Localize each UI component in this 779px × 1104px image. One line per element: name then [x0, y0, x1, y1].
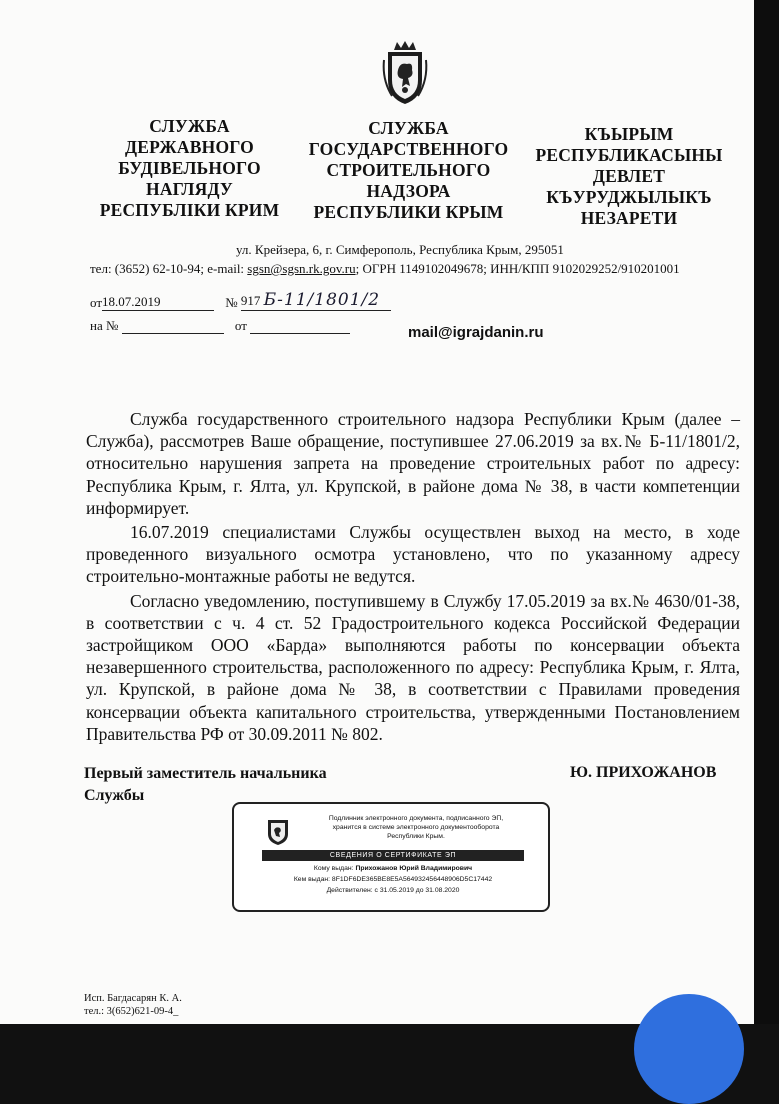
signatory-name: Ю. ПРИХОЖАНОВ [570, 764, 717, 781]
stamp-notice: Подлинник электронного документа, подписанного ЭП, хранится в системе электронного документооборота Республики Крым. [328, 815, 504, 840]
floating-action-button[interactable] [634, 994, 744, 1104]
letter-body [86, 408, 740, 747]
stamp-issuer: Кем выдан: 8F1DF6DE365BE8E5A564932456448906D5C17442 [293, 876, 493, 883]
stamp-certificate-header: СВЕДЕНИЯ О СЕРТИФИКАТЕ ЭП [262, 850, 524, 861]
outgoing-date: 18.07.2019 [102, 294, 214, 311]
executor-info: Исп. Багдасарян К. А. тел.: 3(652)621-09-4_ [84, 993, 182, 1017]
outgoing-registration: от18.07.2019 № 917 Б-11/1801/2 [90, 290, 391, 311]
signatory-position: Первый заместитель начальника Службы [84, 765, 327, 804]
stamp-validity: Действителен: с 31.05.2019 до 31.08.2020 [326, 887, 460, 894]
incoming-reference: на № от [90, 318, 350, 334]
incoming-number-blank [122, 333, 224, 334]
stamp-issued-to: Кому выдан: Прихожанов Юрий Владимирович [313, 865, 473, 872]
header-russian: СЛУЖБА ГОСУДАРСТВЕННОГО СТРОИТЕЛЬНОГО НАДЗОРА РЕСПУБЛИКИ КРЫМ [308, 118, 509, 222]
electronic-signature-stamp [232, 802, 550, 912]
paragraph: 16.07.2019 специалистами Службы осуществлен выход на место, в ходе проведенного визуального осмотра установлено, что по указанному адресу строительно-монтажные работы не ведутся. [86, 522, 740, 587]
organization-contacts: тел: (3652) 62-10-94; e-mail: sgsn@sgsn.rk.gov.ru; ОГРН 1149102049678; ИНН/КПП 9102029252/910201001 [90, 261, 680, 276]
incoming-date-blank [250, 333, 350, 334]
screen-edge [754, 0, 779, 1024]
outgoing-number: 917 Б-11/1801/2 [241, 290, 391, 311]
organization-email-link[interactable]: sgsn@sgsn.rk.gov.ru [247, 261, 356, 276]
organization-address: ул. Крейзера, 6, г. Симферополь, Республика Крым, 295051 [236, 242, 564, 257]
paragraph: Согласно уведомлению, поступившему в Службу 17.05.2019 за вх.№ 4630/01-38, в соответствии с ч. 4 ст. 52 Градостроительного кодекса Российской Федерации застройщиком ООО «Барда» выполняются работы по консервации объекта незавершенного строительства, расположенного по адресу: Республика Крым, г. Ялта, ул. Крупской, в районе дома № 38, в соответствии с Правилами проведения консервации объекта капитального строительства, утвержденными Постановлением Правительства РФ от 30.09.2011 № 802. [86, 590, 740, 744]
header-crimean-tatar: КЪЫРЫМ РЕСПУБЛИКАСЫНЫ ДЕВЛЕТ КЪУРУДЖЫЛЫКЪ НЕЗАРЕТИ [535, 124, 723, 228]
header-ukrainian: СЛУЖБА ДЕРЖАВНОГО БУДІВЕЛЬНОГО НАГЛЯДУ РЕСПУБЛІКИ КРИМ [99, 116, 280, 220]
crimea-coat-of-arms-icon [380, 40, 430, 106]
crimea-coat-of-arms-icon [266, 816, 290, 846]
handwritten-number: Б-11/1801/2 [263, 290, 381, 310]
paragraph: Служба государственного строительного надзора Республики Крым (далее – Служба), рассмотрев Ваше обращение, поступившее 27.06.2019 за вх.№ Б-11/1801/2, относительно нарушения запрета на проведение строительных работ по адресу: Республика Крым, г. Ялта, ул. Крупской, в районе дома № 38, в части компетенции информирует. [86, 409, 740, 518]
recipient-email: mail@igrajdanin.ru [408, 324, 544, 341]
